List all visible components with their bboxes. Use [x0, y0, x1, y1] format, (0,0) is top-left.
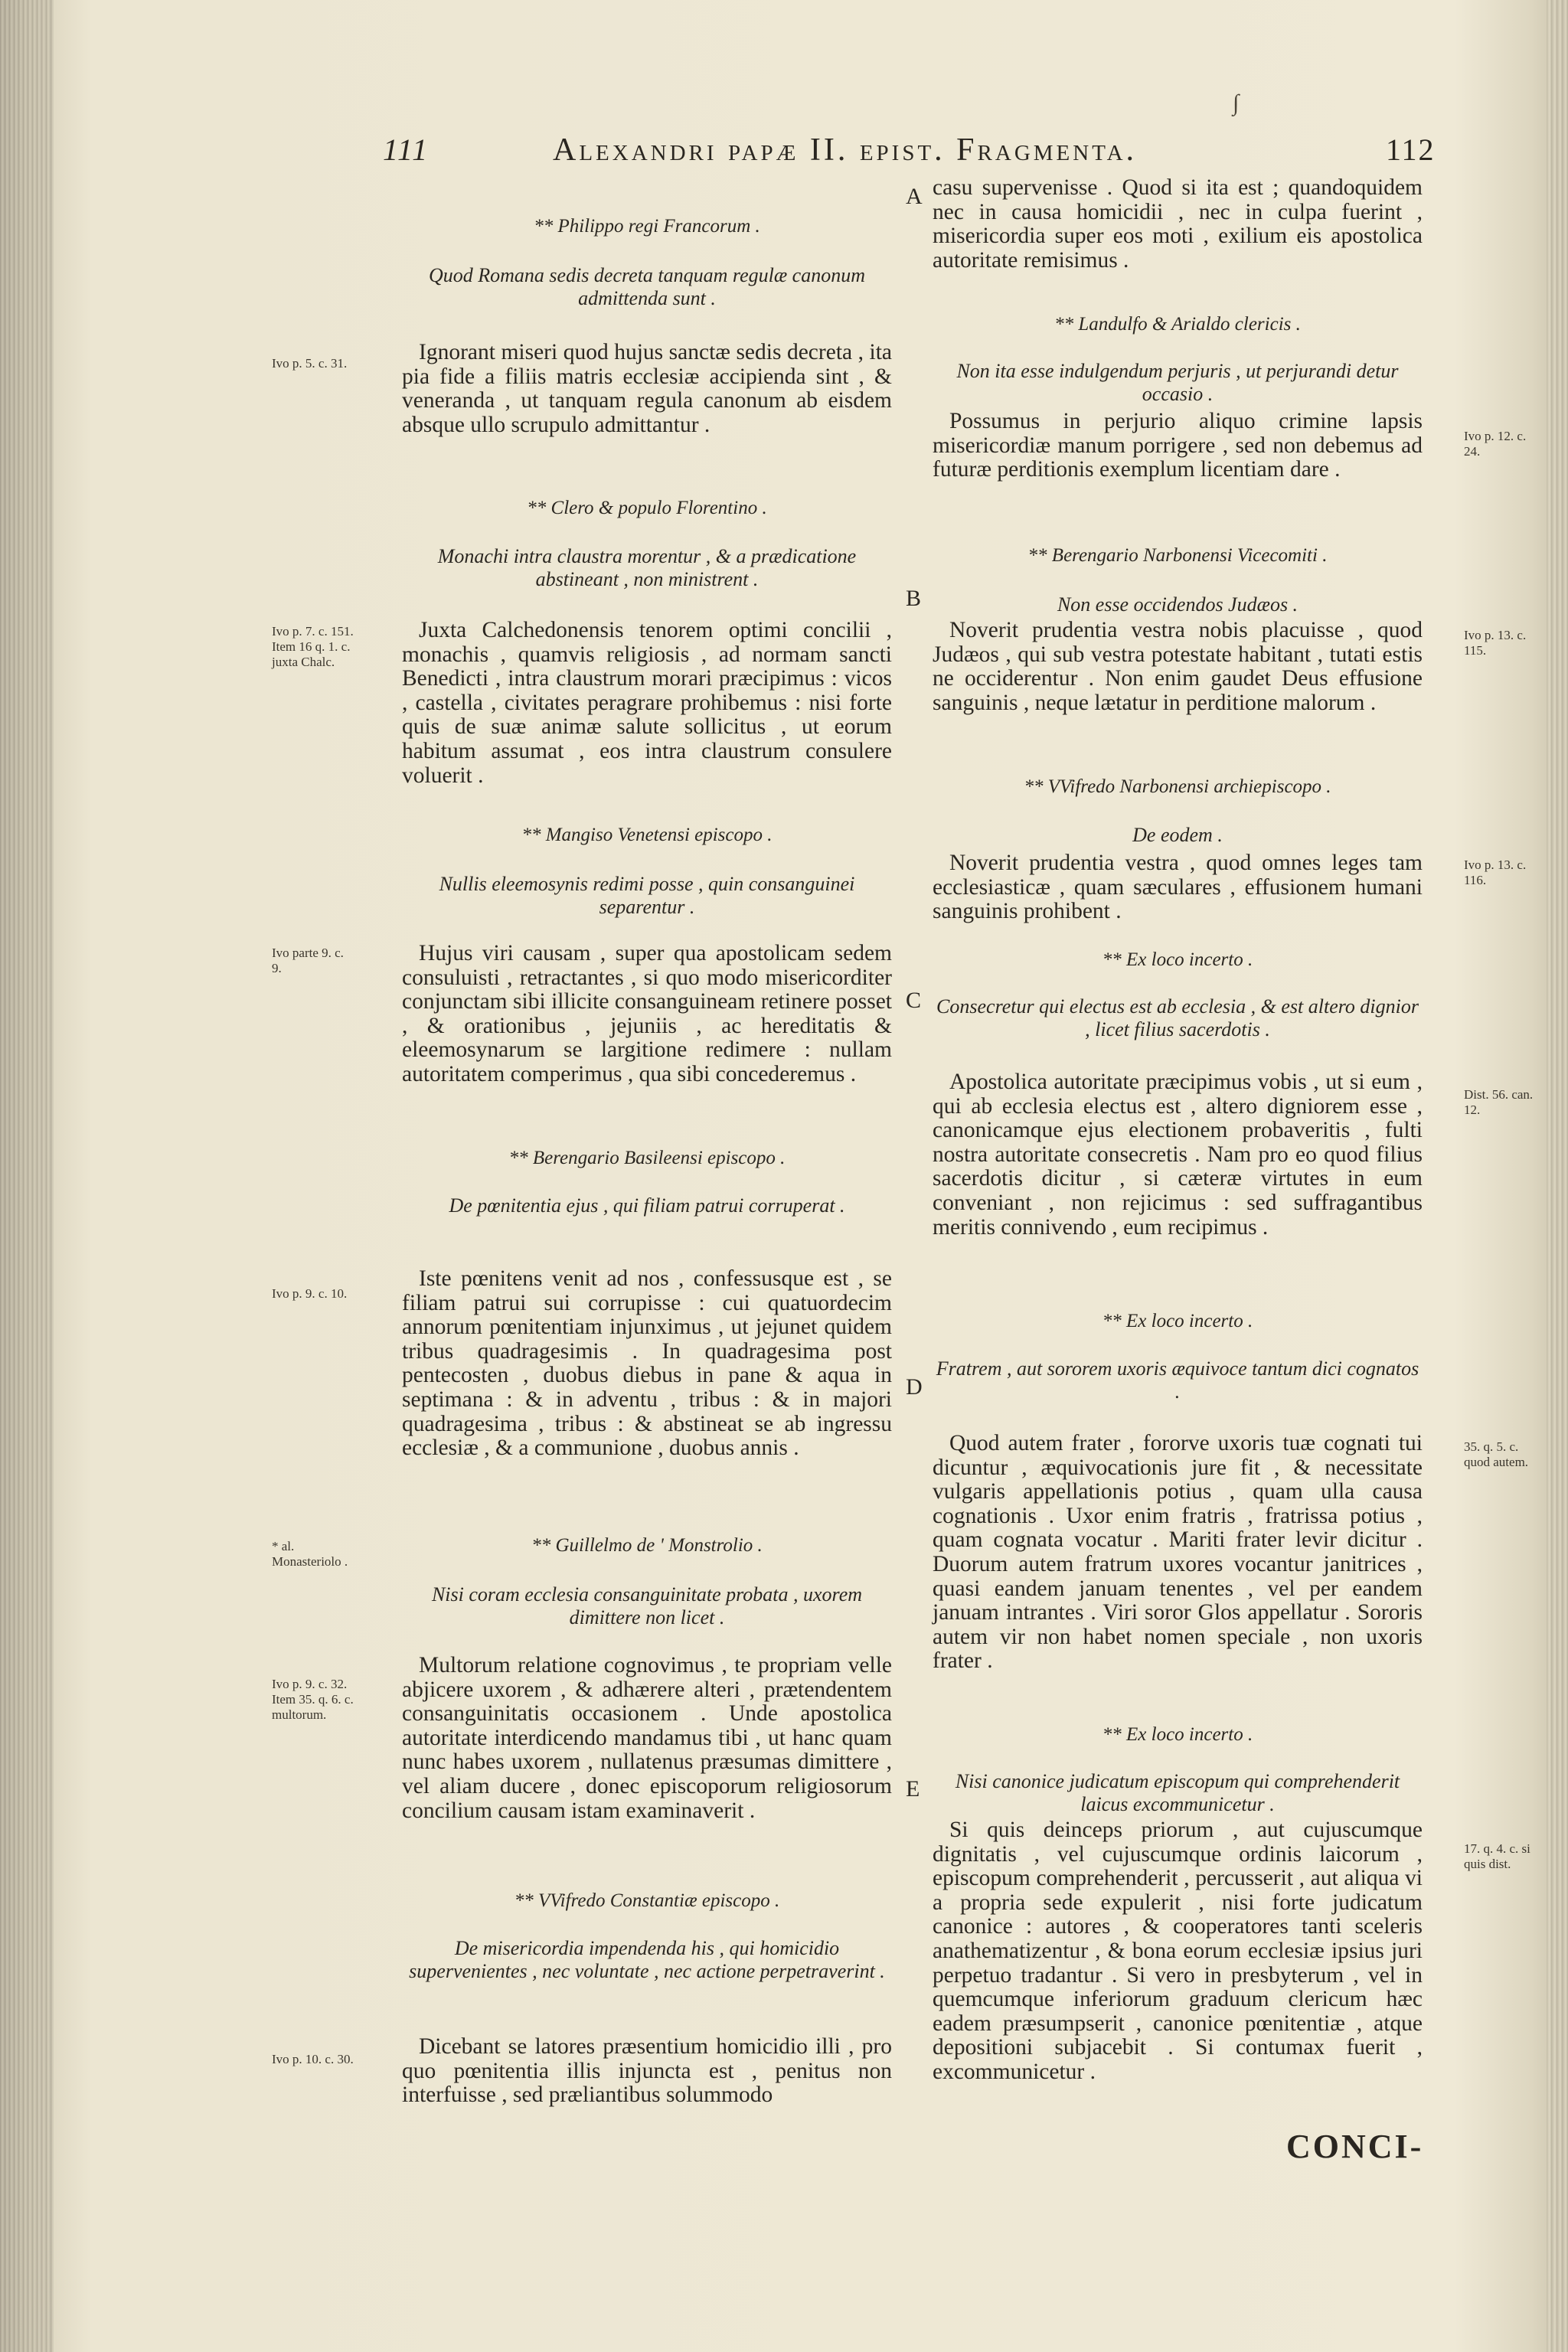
rubric: Nullis eleemosynis redimi posse , quin consanguinei separentur .	[439, 873, 855, 918]
rubric: Monachi intra claustra morentur , & a prædicatione abstineant , non ministrent .	[437, 545, 857, 590]
letter-text: Noverit prudentia vestra , quod omnes leges tam ecclesiasticæ , quam sæculares , effusionem humani sanguinis prohibent .	[933, 851, 1423, 924]
address-line: ** Philippo regi Francorum .	[534, 216, 760, 237]
letter-text: casu supervenisse . Quod si ita est ; quandoquidem nec in causa homicidii , nec in culpa fuerint , misericordia super eos moti , exilium eis apostolica autoritate remisimus .	[933, 175, 1423, 273]
section-letter-e: E	[906, 1776, 920, 1802]
rubric: De pœnitentia ejus , qui filiam patrui corruperat .	[449, 1194, 845, 1217]
letter-text: Possumus in perjurio aliquo crimine lapsis misericordiæ manum porrigere , sed non debemus ad futuræ perditionis exemplum licentiam dare .	[933, 409, 1423, 482]
letter-text: Juxta Calchedonensis tenorem optimi concilii , monachis , quamvis religiosis , ad normam sancti Benedicti , intra claustrum morari præcipimus : vicos , castella , civitates peragrare prohibemus : nisi forte quis de suæ animæ salute sollicitus , ut eorum habitum assumat , eos intra claustrum consulere voluerit .	[402, 618, 892, 788]
rubric: Fratrem , aut sororem uxoris æquivoce tantum dici cognatos .	[936, 1357, 1419, 1403]
letter-text: Quod autem frater , fororve uxoris tuæ cognati tui dicuntur , æquivocationis jure fit , & necessitate vulgaris appellationis potius , quam ulla causa cognationis . Uxor enim fratris , fratrissa potius , quam cognata vocatur . Mariti frater levir dicitur . Duorum autem fratrum uxores vocantur janitrices , quasi eandem januam tenentes , vel per eandem januam intrantes . Viri soror Glos appellatur . Sororis autem vir non habet nomen speciale , non uxoris frater .	[933, 1431, 1423, 1674]
running-title: Alexandri papæ II. epist. Fragmenta.	[553, 132, 1138, 168]
address-line: ** Landulfo & Arialdo clericis .	[1054, 314, 1301, 335]
rubric: Non esse occidendos Judæos .	[1057, 593, 1298, 616]
margin-note: Ivo p. 13. c. 115.	[1464, 628, 1527, 658]
address-line: ** Mangiso Venetensi episcopo .	[521, 825, 773, 845]
letter-text: Hujus viri causam , super qua apostolicam sedem consuluisti , retractantes , si quo modo misericorditer conjunctam sibi illicite consanguineam retinere posset , & orationibus , jejuniis , ac hereditatis & eleemosynarum se largitione redimere : nullam autoritatem comperimus , qua sibi concederemus .	[402, 941, 892, 1086]
rubric: Nisi coram ecclesia consanguinitate probata , uxorem dimittere non licet .	[431, 1583, 863, 1628]
page-number-right: 112	[1386, 132, 1436, 167]
section-letter-c: C	[906, 988, 922, 1013]
section-letter-b: B	[906, 586, 922, 611]
running-header	[383, 132, 1485, 170]
margin-note: Dist. 56. can. 12.	[1464, 1087, 1534, 1117]
margin-note: Ivo p. 7. c. 151. Item 16 q. 1. c. juxta Chalc.	[272, 624, 354, 669]
ink-mark: ∫	[1233, 90, 1240, 116]
letter-text: Apostolica autoritate præcipimus vobis , ut si eum , qui ab ecclesia electus est , altero digniorem esse , canonicamque ejus electionem probaveritis , fulti nostra autoritate consecretis . Nam pro eo quod filius sacerdotis dicitur , si cæteræ virtutes in eum conveniant , non rejicimus : sed suffragantibus meritis connivendo , eum recipimus .	[933, 1070, 1423, 1240]
margin-note: Ivo p. 9. c. 10.	[272, 1286, 348, 1301]
address-line: ** Ex loco incerto .	[1102, 1724, 1253, 1745]
address-line: ** Guillelmo de ' Monstrolio .	[531, 1535, 763, 1556]
margin-note: 17. q. 4. c. si quis dist.	[1464, 1841, 1530, 1871]
rubric: Consecretur qui electus est ab ecclesia , & est altero dignior , licet filius sacerdotis .	[936, 995, 1419, 1040]
address-line: ** Ex loco incerto .	[1102, 949, 1253, 970]
book-edge-right	[1547, 0, 1568, 2352]
rubric: De misericordia impendenda his , qui homicidio supervenientes , nec voluntate , nec actione perpetraverint .	[409, 1937, 885, 1982]
address-line: ** VVifredo Narbonensi archiepiscopo .	[1024, 776, 1331, 797]
rubric: Non ita esse indulgendum perjuris , ut perjurandi detur occasio .	[956, 360, 1399, 405]
address-line: ** Berengario Narbonensi Vicecomiti .	[1027, 545, 1328, 566]
letter-text: Noverit prudentia vestra nobis placuisse , quod Judæos , qui sub vestra potestate habitant , tutati estis ne occiderentur . Non enim gaudet Deus effusione sanguinis , neque lætatur in perditione malorum .	[933, 618, 1423, 715]
letter-text: Multorum relatione cognovimus , te propriam velle abjicere uxorem , & adhærere alteri , prætendentem consanguinitatis occasionem . Unde apostolica autoritate interdicendo mandamus tibi , ut hanc quam nunc habes uxorem , nullatenus præsumas dimittere , vel aliam ducere , donec episcoporum religiosorum concilium causam istam examinaverit .	[402, 1653, 892, 1823]
margin-note: Ivo p. 10. c. 30.	[272, 2052, 354, 2066]
letter-text: Iste pœnitens venit ad nos , confessusque est , se filiam patrui sui corrupisse : cui quatuordecim annorum pœnitentiam injunximus , ut jejunet quidem tribus quadragesimis . In quadragesima post pentecosten , duobus diebus in pane & aqua in septimana : & in adventu , tribus : & in majori quadragesima , tribus : & abstineat se ab ingressu ecclesiæ , & a communione , duobus annis .	[402, 1266, 892, 1461]
section-letter-d: D	[906, 1374, 923, 1400]
book-edge-left	[0, 0, 54, 2352]
letter-text: Si quis deinceps priorum , aut cujuscumque dignitatis , vel cujuscumque ordinis laicorum , episcopum comprehenderit , percusserit , aut aliqua vi a propria sede expulerit , nisi forte judicatum canonice : autores , & cooperatores tanti sceleris anathematizentur , & bona eorum ecclesiæ ipsius juri perpetuo tradantur . Si vero in presbyterum , vel in quemcumque inferiorum graduum clericum hæc eadem præsumpserit , canonice pœnitentiæ , atque depositioni subjacebit . Si contumax fuerit , excommunicetur .	[933, 1818, 1423, 2084]
letter-text: Ignorant miseri quod hujus sanctæ sedis decreta , ita pia fide a filiis matris ecclesiæ accipienda sint , & veneranda , ut tanquam regula canonum ab eisdem absque ullo scrupulo admittantur .	[402, 340, 892, 437]
margin-note: Ivo p. 9. c. 32. Item 35. q. 6. c. multorum.	[272, 1677, 354, 1722]
letter-text: Dicebant se latores præsentium homicidio illi , pro quo pœnitentia illis injuncta est , penitus non interfuisse , sed præliantibus solummodo	[402, 2034, 892, 2108]
margin-note: Ivo parte 9. c. 9.	[272, 946, 344, 975]
margin-note: Ivo p. 13. c. 116.	[1464, 858, 1527, 887]
margin-note: 35. q. 5. c. quod autem.	[1464, 1439, 1529, 1469]
catchword: CONCI-	[1286, 2128, 1424, 2165]
address-line: ** VVifredo Constantiæ episcopo .	[514, 1890, 780, 1911]
margin-note: Ivo p. 12. c. 24.	[1464, 429, 1527, 459]
margin-note: * al. Monasteriolo .	[272, 1539, 348, 1569]
margin-note: Ivo p. 5. c. 31.	[272, 356, 348, 371]
section-letter-a: A	[906, 184, 923, 209]
page-number-left: 111	[383, 132, 430, 167]
address-line: ** Ex loco incerto .	[1102, 1311, 1253, 1331]
rubric: De eodem .	[1132, 824, 1223, 846]
address-line: ** Berengario Basileensi episcopo .	[508, 1148, 786, 1168]
address-line: ** Clero & populo Florentino .	[527, 498, 767, 518]
rubric: Quod Romana sedis decreta tanquam regulæ canonum admittenda sunt .	[428, 264, 865, 309]
rubric: Nisi canonice judicatum episcopum qui comprehenderit laicus excommunicetur .	[955, 1770, 1400, 1815]
